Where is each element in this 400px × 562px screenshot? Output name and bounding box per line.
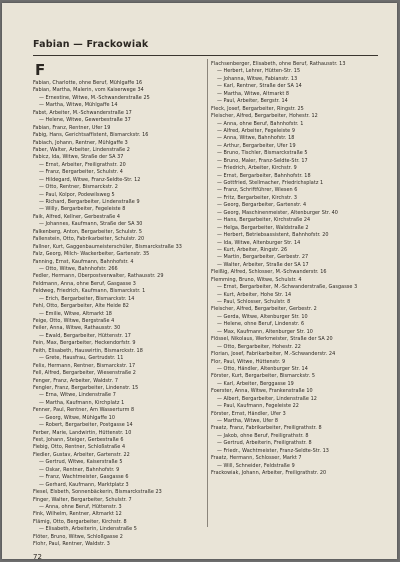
column-divider bbox=[207, 59, 208, 527]
directory-entry: — Hans, Bergarbeiter, Kirchstraße 24 bbox=[217, 217, 311, 224]
directory-entry: Frackowiak, Johann, Arbeiter, Freiligrathstr. 20 bbox=[211, 470, 327, 477]
directory-entry: — Martha, Witwe, Altmarkt 8 bbox=[217, 90, 290, 97]
directory-entry: Flor, Paul, Witwe, Hüttenstr. 9 bbox=[211, 358, 286, 365]
directory-entry: Fengler, Franz, Bergarbeiter, Lindenstr. 15 bbox=[33, 384, 139, 391]
directory-entry: — Ernst, Bergarbeiter, Bahnhofstr. 18 bbox=[217, 172, 311, 179]
directory-entry: — Martin, Bergarbeiter, Gerbestr. 27 bbox=[217, 254, 309, 261]
section-letter: F bbox=[35, 61, 46, 79]
directory-entry: — Kurt, Arbeiter, Hohe Str. 14 bbox=[217, 291, 292, 298]
directory-entry: — Paul, Arbeiter, Bergstr. 14 bbox=[217, 98, 288, 105]
directory-entry: — Walter, Arbeiter, Straße der SA 17 bbox=[217, 261, 309, 268]
left-column bbox=[33, 61, 204, 548]
directory-entry: Finger, Walter, Bergarbeiter, Schulstr. 7 bbox=[33, 496, 132, 503]
directory-entry: Flohr, Paul, Rentner, Waldstr. 3 bbox=[33, 541, 110, 548]
directory-entry: — Erich, Bergarbeiter, Bismarckstr. 14 bbox=[39, 295, 135, 302]
directory-entry: — Otto, Händler, Altenburger Str. 14 bbox=[217, 365, 308, 372]
directory-entry: — Gerda, Witwe, Altenburger Str. 10 bbox=[217, 313, 308, 320]
directory-entry: — Georg, Bergarbeiter, Gartenstr. 4 bbox=[217, 202, 307, 209]
directory-entry: Fleißig, Alfred, Schlosser, M.-Schwanderstr. 16 bbox=[211, 269, 327, 276]
directory-entry: — Ernestine, Witwe, M.-Schwanderstraße 25 bbox=[39, 94, 150, 101]
directory-entry: — Karl, Arbeiter, Berggasse 19 bbox=[217, 380, 294, 387]
directory-entry: — Erna, Witwe, Lindenstraße 7 bbox=[39, 392, 116, 399]
directory-entry: — Martha, Witwe, Ufer 8 bbox=[217, 418, 279, 424]
directory-entry: — Helene, Witwe, Gewerbestraße 37 bbox=[39, 117, 131, 124]
directory-entry: Fenger, Franz, Arbeiter, Waldstr. 7 bbox=[33, 377, 118, 384]
directory-entry: Fehl, Otto, Bergarbeiter, Alte Heide 82 bbox=[33, 303, 129, 310]
directory-entry: Fiedler, Gustav, Arbeiter, Gartenstr. 22 bbox=[33, 451, 130, 458]
directory-entry: Feith, Elisabeth, Hauswirtin, Bismarckstr. 18 bbox=[33, 347, 143, 354]
directory-entry: Flachsenberger, Elisabeth, ohne Beruf, Rathausstr. 13 bbox=[211, 61, 346, 67]
directory-entry: — Friedrich, Arbeiter, Kirchstr. 9 bbox=[217, 165, 297, 172]
header-title: Fabian — Frackowiak bbox=[33, 39, 149, 50]
directory-entry: — Johanna, Witwe, Fabianstr. 13 bbox=[217, 75, 298, 82]
directory-entry: — Ida, Witwe, Altenburger Str. 14 bbox=[217, 239, 301, 246]
directory-entry: — Paul, Kolpor, Podewilsweg 5 bbox=[39, 191, 115, 198]
directory-entry: — Fritz, Bergarbeiter, Kirchstr. 3 bbox=[217, 194, 297, 201]
directory-entry: Fraatz, Hermann, Schlosser, Markt 7 bbox=[211, 455, 302, 462]
directory-entry: Förster, Kurt, Bergarbeiter, Bismarckstr. 5 bbox=[211, 373, 316, 380]
directory-entry: Fabicz, Ida, Witwe, Straße der SA 37 bbox=[33, 154, 124, 161]
directory-entry: — Albert, Bergarbeiter, Lindenstraße 12 bbox=[217, 395, 317, 402]
directory-entry: — Paul, Kaufmann, Fegeleiste 22 bbox=[217, 403, 299, 410]
directory-entry: Fleck, Josef, Bergarbeiter, Ringstr. 25 bbox=[211, 105, 304, 112]
directory-entry: — Martha, Witwe, Mühlgaffe 14 bbox=[39, 102, 118, 109]
directory-entry: Fallenstein, Otto, Fabrikarbeiter, Schulstr. 20 bbox=[33, 236, 145, 243]
directory-entry: — Georg, Maschinenmeister, Altenburger Str. 40 bbox=[217, 209, 338, 216]
directory-entry: Flemming, Bruno, Witwe, Schulstr. 4 bbox=[211, 276, 302, 283]
directory-entry: Fiesel, Elsbeth, Sonnenbäckerin, Bismarckstraße 23 bbox=[33, 489, 162, 496]
directory-entry: — Richard, Bergarbeiter, Lindenstraße 9 bbox=[39, 199, 140, 205]
directory-entry: Fell, Alfred, Bergarbeiter, Wiesenstraße 2 bbox=[33, 370, 136, 377]
directory-entry: Fallner, Kurt, Gaggenbaumeisterschüler, Bismarckstraße 33 bbox=[33, 243, 182, 250]
directory-entry: — Herbert, Lehrer, Hütten-Str. 15 bbox=[217, 68, 301, 75]
directory-entry: Feldmann, Anna, ohne Beruf, Gasgasse 3 bbox=[33, 280, 136, 287]
directory-entry: Fabian, Martha, Malerin, vom Kaiserwege 34 bbox=[33, 87, 144, 94]
directory-entry: — Grete, Hausfrau, Gertrudstr. 11 bbox=[39, 355, 124, 362]
directory-entry: — Franz, Schriftführer, Wiesen 6 bbox=[217, 187, 298, 194]
directory-entry: Ferber, Marie, Landwirtin, Hüttenstr. 10 bbox=[33, 429, 132, 436]
directory-entry: Fleischer, Alfred, Bergarbeiter, Hohestr. 12 bbox=[211, 113, 318, 120]
directory-entry: — Arthur, Bergarbeiter, Ufer 19 bbox=[217, 142, 296, 149]
page-number: 72 bbox=[33, 553, 42, 561]
directory-entry: — Oskar, Rentner, Bahnhofstr. 9 bbox=[39, 466, 120, 473]
directory-entry: — Georg, Witwe, Mühlgaffe 10 bbox=[39, 414, 116, 421]
directory-entry: — Emilie, Witwe, Altmarkt 18 bbox=[39, 310, 112, 317]
directory-entry: — Gertrud, Arbeiterin, Freiligrathstr. 8 bbox=[217, 440, 312, 447]
directory-entry: Fein, Max, Bergarbeiter, Heckendorfstr. 9 bbox=[33, 340, 136, 347]
directory-entry: Fink, Wilhelm, Rentner, Altmarkt 12 bbox=[33, 511, 122, 518]
directory-entry: Florian, Josef, Fabrikarbeiter, M.-Schwanderstr. 24 bbox=[211, 351, 336, 358]
directory-entry: — Willy, Bergarbeiter, Fegeleiste 8 bbox=[39, 206, 126, 213]
directory-entry: — Kurt, Arbeiter, Ringstr. 26 bbox=[217, 246, 288, 253]
directory-entry: — Franz, Bergarbeiter, Schulstr. 4 bbox=[39, 169, 123, 176]
directory-entry: Fabig, Hans, Gerichtsaffistent, Bismarckstr. 16 bbox=[33, 132, 149, 139]
directory-entry: Fleischer, Alfred, Bergarbeiter, Gerbestr. 2 bbox=[211, 306, 317, 313]
directory-entry: — Gerhard, Kaufmann, Marktplatz 3 bbox=[39, 481, 129, 488]
directory-entry: — Bruno, Tischler, Bismarckstraße 5 bbox=[217, 150, 308, 157]
directory-entry: Feige, Otto, Witwe, Bergstraße 4 bbox=[33, 318, 115, 324]
directory-entry: — Jakob, ohne Beruf, Freiligrathstr. 8 bbox=[217, 432, 309, 439]
directory-entry: — Elisabeth, Arbeiterin, Lindenstraße 5 bbox=[39, 526, 137, 533]
directory-entry: Flössel, Nikolaus, Werkmeister, Straße der SA 20 bbox=[211, 336, 333, 343]
directory-entry: — Johannes, Kaufmann, Straße der SA 30 bbox=[39, 221, 143, 228]
directory-entry: Förster, Ernst, Händler, Ufer 3 bbox=[211, 410, 286, 417]
directory-entry: — Ewald, Bergarbeiter, Hüttenstr. 17 bbox=[39, 332, 131, 339]
directory-entry: — Herbert, Betriebsassistent, Bahnhofstr. 20 bbox=[217, 232, 329, 239]
directory-entry: Falz, Georg, Milch- Wackerbeiter, Gartenstr. 35 bbox=[33, 251, 150, 258]
directory-entry: — Alfred, Arbeiter, Fegeleiste 9 bbox=[217, 127, 296, 134]
directory-entry: — Franz, Wachtmeister, Gasgasse 6 bbox=[39, 474, 129, 481]
directory-entry: — Otto, Bergarbeiter, Hohestr. 22 bbox=[217, 343, 301, 350]
running-header bbox=[33, 39, 378, 56]
directory-entry: — Helene, ohne Beruf, Lindenstr. 6 bbox=[217, 321, 305, 328]
directory-entry: — Robert, Bergarbeiter, Postgasse 14 bbox=[39, 422, 133, 429]
directory-entry: — Anna, ohne Beruf, Bahnhofstr. 1 bbox=[217, 120, 304, 127]
directory-entry: — Karl, Rentner, Straße der SA 14 bbox=[217, 83, 302, 90]
directory-entry: — Friedr., Wachtmeister, Franz-Seldte-Str. 13 bbox=[217, 447, 329, 454]
directory-entry: — Gottfried, Stellmacher, Friedrichsplatz 1 bbox=[217, 180, 324, 186]
directory-entry: — Will, Schneider, Feldstraße 9 bbox=[217, 462, 295, 469]
directory-entry: — Bruno, Maler, Franz-Seldte-Str. 17 bbox=[217, 157, 308, 164]
directory-entry: Feldweg, Friedrich, Kaufmann, Bismarckstr. 1 bbox=[33, 288, 146, 295]
directory-entry: Feiler, Anna, Witwe, Rathausstr. 30 bbox=[33, 325, 121, 332]
directory-entry: Fiebig, Otto, Rentner, Schloßstraße 4 bbox=[33, 444, 126, 451]
directory-entry: Fabian, Franz, Rentner, Ufer 19 bbox=[33, 124, 111, 131]
directory-entry: Fraatz, Franz, Fabrikarbeiter, Freiligrathstr. 8 bbox=[211, 425, 322, 432]
directory-entry: — Otto, Rentner, Bismarckstr. 2 bbox=[39, 184, 118, 191]
directory-entry: — Ernst, Arbeiter, Freiligrathstr. 20 bbox=[39, 161, 126, 168]
directory-entry: — Ernst, Bergarbeiter, M.-Schwanderstraße, Gasgasse 3 bbox=[217, 284, 358, 291]
directory-entry: Fabst, Arbeiter, M.-Schwanderstraße 17 bbox=[33, 109, 132, 116]
directory-entry: Fest, Johann, Steiger, Gerbestraße 6 bbox=[33, 437, 124, 443]
directory-entry: — Gertrud, Witwe, Kaiserstraße 5 bbox=[39, 459, 123, 466]
directory-entry: — Helga, Bergarbeiter, Waldstraße 2 bbox=[217, 224, 309, 231]
directory-entry: — Anna, ohne Beruf, Hüttenstr. 3 bbox=[39, 503, 122, 510]
directory-entry: Felix, Hermann, Rentner, Bismarckstr. 17 bbox=[33, 362, 136, 369]
directory-entry: Faik, Alfred, Kellner, Gerbestraße 4 bbox=[33, 213, 121, 220]
directory-entry: Fedler, Hermann, Oberpostverwalter, Rathausstr. 29 bbox=[33, 273, 164, 280]
directory-entry: Fabian, Charlotte, ohne Beruf, Mühlgaffe 16 bbox=[33, 80, 143, 86]
directory-entry: — Anna, Witwe, Bahnhofstr. 18 bbox=[217, 135, 295, 142]
page-content bbox=[33, 39, 378, 561]
directory-entry: Foerster, Anna, Witwe, Frankenstraße 10 bbox=[211, 388, 313, 395]
directory-entry: — Paul, Schlosser, Schulstr. 8 bbox=[217, 299, 291, 305]
right-column bbox=[211, 61, 382, 539]
directory-entry: Fanning, Ernst, Kaufmann, Bahnhofstr. 4 bbox=[33, 258, 134, 265]
scanned-page bbox=[2, 3, 397, 559]
directory-entry: Faber, Walter, Arbeiter, Lindenstraße 2 bbox=[33, 146, 130, 153]
directory-entry: — Max, Kaufmann, Altenburger Str. 10 bbox=[217, 328, 313, 335]
directory-entry: Fabiach, Johann, Rentner, Mühlgaffe 3 bbox=[33, 139, 128, 146]
directory-entry: Flämig, Otto, Bergarbeiter, Kirchstr. 8 bbox=[33, 518, 127, 525]
directory-entry: Flöter, Bruno, Witwe, Schloßgasse 2 bbox=[33, 533, 123, 540]
directory-entry: — Martha, Kaufmann, Kirchplatz 1 bbox=[39, 399, 125, 406]
directory-entry: Falkenberg, Anton, Bergarbeiter, Schulstr. 5 bbox=[33, 228, 143, 235]
directory-entry: — Hildegard, Witwe, Franz-Seldte-Str. 12 bbox=[39, 176, 141, 183]
directory-entry: — Otto, Witwe, Bahnhofstr. 266 bbox=[39, 265, 118, 272]
directory-entry: Fenner, Paul, Rentner, Am Wasserturm 8 bbox=[33, 407, 135, 414]
